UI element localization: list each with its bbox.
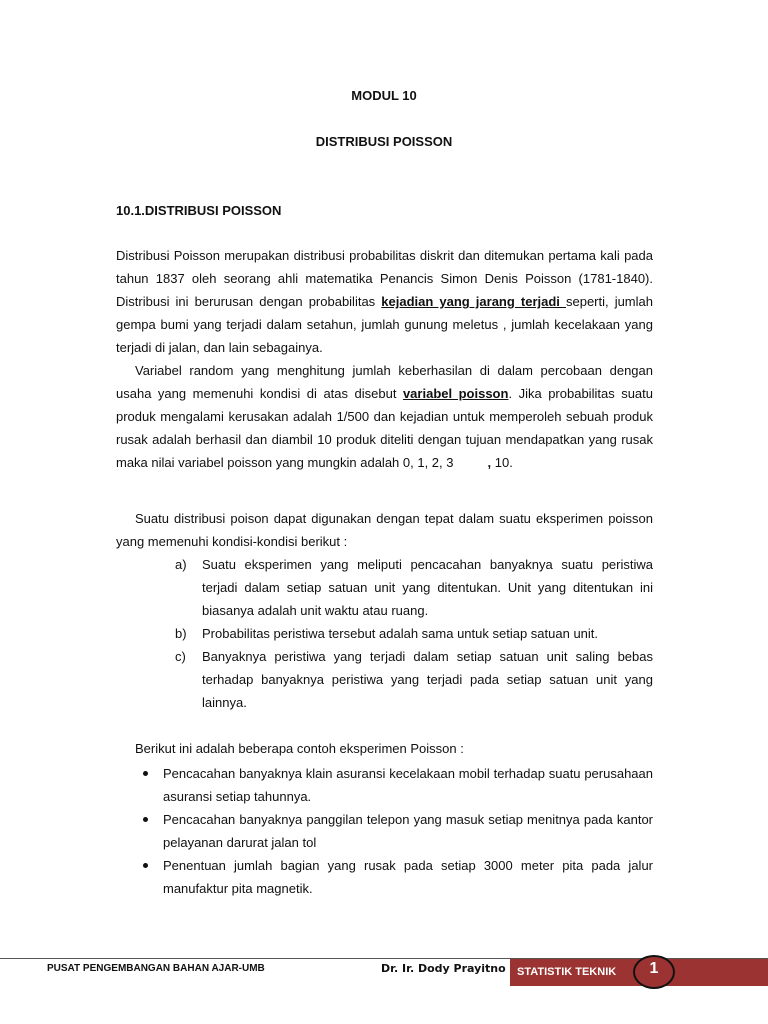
list-marker: c) bbox=[175, 649, 186, 664]
list-item-text: Suatu eksperimen yang meliputi pencacahan banyaknya suatu peristiwa terjadi dalam setiap satuan unit yang ditentukan. Unit yang ditentukan ini biasanya adalah unit waktu atau ruang. bbox=[202, 557, 653, 618]
keyword-rare-events: kejadian yang jarang terjadi bbox=[381, 294, 566, 309]
list-item bbox=[140, 854, 653, 900]
paragraph-variable bbox=[116, 359, 653, 474]
bullet-icon bbox=[143, 817, 148, 822]
list-item bbox=[140, 762, 653, 808]
page-number: 1 bbox=[649, 960, 659, 977]
list-item-text: Pencacahan banyaknya panggilan telepon yang masuk setiap menitnya pada kantor pelayanan darurat jalan tol bbox=[163, 812, 653, 850]
chapter-title: DISTRIBUSI POISSON bbox=[315, 134, 453, 149]
paragraph-intro-text-2: seperti, jumlah gempa bumi yang terjadi dalam setahun, jumlah gunung meletus , jumlah kecelakaan yang terjadi di jalan, dan lain sebagainya. bbox=[116, 294, 653, 355]
list-item bbox=[140, 808, 653, 854]
list-item bbox=[175, 645, 653, 714]
paragraph-intro-text-1: Distribusi Poisson merupakan distribusi probabilitas diskrit dan ditemukan pertama kali pada tahun 1837 oleh seorang ahli matematika Penancis Simon Denis Poisson (1781-1840). Distribusi ini berurusan dengan probabilitas bbox=[116, 248, 653, 309]
paragraph-variable-text-2: . Jika probabilitas suatu produk mengalami kerusakan adalah 1/500 dan kejadian untuk memperoleh sebuah produk rusak adalah berhasil dan diambil 10 produk diteliti dengan tujuan mendapatkan yang rusak maka nilai variabel poisson yang mungkin adalah 0, 1, 2, 3 bbox=[116, 386, 653, 470]
bullet-icon bbox=[143, 771, 148, 776]
footer-subject: STATISTIK TEKNIK bbox=[517, 966, 617, 978]
section-heading: 10.1.DISTRIBUSI POISSON bbox=[116, 203, 282, 218]
conditions-list bbox=[175, 553, 653, 714]
footer-institution: PUSAT PENGEMBANGAN BAHAN AJAR-UMB bbox=[47, 963, 265, 974]
list-item-text: Pencacahan banyaknya klain asuransi kecelakaan mobil terhadap suatu perusahaan asuransi setiap tahunnya. bbox=[163, 766, 653, 804]
list-item-text: Probabilitas peristiwa tersebut adalah sama untuk setiap satuan unit. bbox=[202, 626, 599, 641]
examples-intro: Berikut ini adalah beberapa contoh eksperimen Poisson : bbox=[135, 741, 464, 756]
paragraph-intro bbox=[116, 244, 653, 359]
list-marker: a) bbox=[175, 557, 187, 572]
list-item-text: Banyaknya peristiwa yang terjadi dalam setiap satuan unit saling bebas terhadap banyaknya peristiwa yang terjadi pada setiap satuan unit yang lainnya. bbox=[202, 649, 653, 710]
examples-list bbox=[140, 762, 653, 900]
list-item bbox=[175, 553, 653, 622]
keyword-poisson-variable: variabel poisson bbox=[402, 386, 509, 401]
footer-author: Dr. Ir. Dody Prayitno bbox=[381, 962, 506, 975]
module-title: MODUL 10 bbox=[351, 88, 417, 103]
paragraph-variable-text-1: Variabel random yang menghitung jumlah keberhasilan di dalam percobaan dengan usaha yang memenuhi kondisi di atas disebut bbox=[116, 363, 653, 401]
list-marker: b) bbox=[175, 626, 187, 641]
bullet-icon bbox=[143, 863, 148, 868]
list-item-text: Penentuan jumlah bagian yang rusak pada setiap 3000 meter pita pada jalur manufaktur pita magnetik. bbox=[163, 858, 653, 896]
list-item bbox=[175, 622, 653, 645]
bold-comma: , bbox=[487, 455, 492, 470]
paragraph-variable-text-3: 10. bbox=[491, 455, 513, 470]
paragraph-conditions: Suatu distribusi poison dapat digunakan dengan tepat dalam suatu eksperimen poisson yang memenuhi kondisi-kondisi berikut : bbox=[116, 511, 653, 549]
